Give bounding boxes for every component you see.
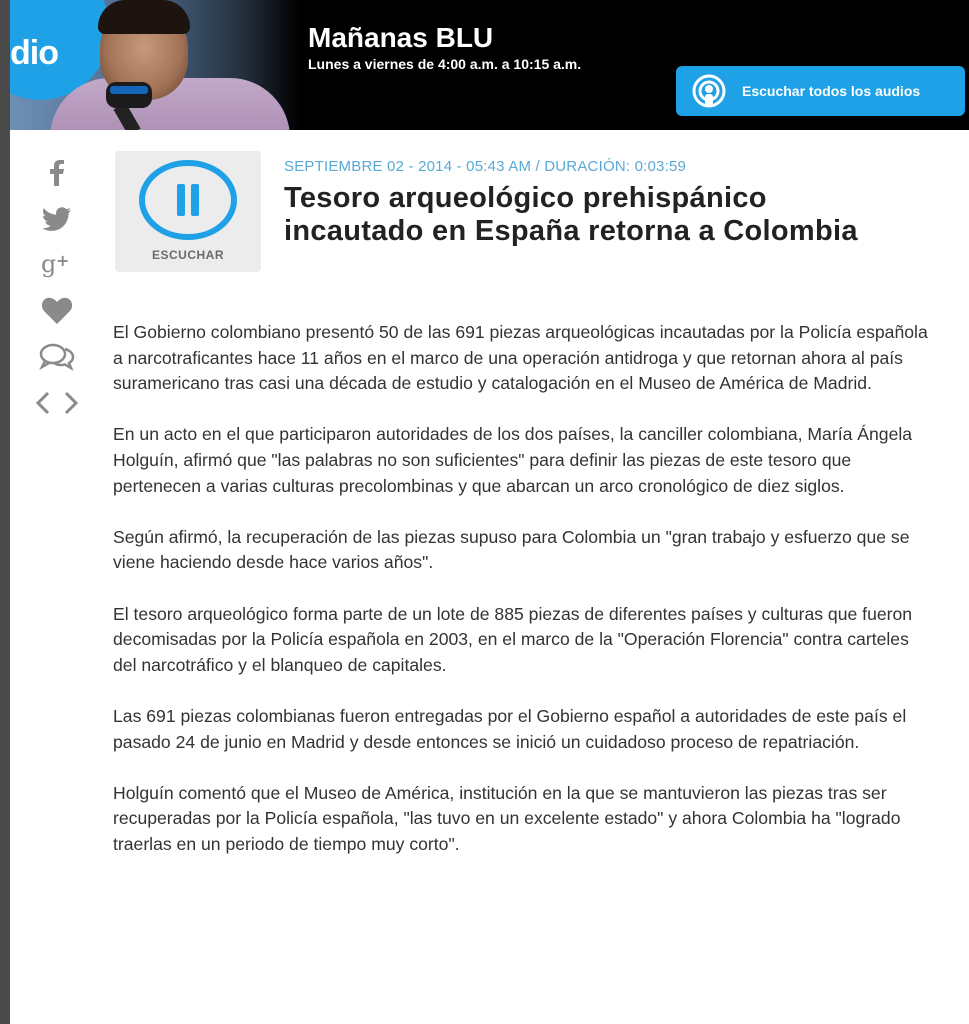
social-share-bar xyxy=(32,150,82,426)
article-body xyxy=(113,320,933,883)
embed-code-icon[interactable] xyxy=(32,380,82,426)
listen-all-audios-button[interactable] xyxy=(676,66,965,116)
svg-text:+: + xyxy=(56,252,70,270)
svg-text:g: g xyxy=(41,252,57,278)
station-logo-text: dio xyxy=(10,34,58,72)
article-paragraph: Según afirmó, la recuperación de las piezas supuso para Colombia un "gran trabajo y esfuerzo que se viene haciendo desde hace varios años". xyxy=(113,526,910,573)
article-paragraph: Holguín comentó que el Museo de América, institución en la que se mantuvieron las piezas tras ser recuperadas por la Policía española, "las tuvo en un excelente estado" y ahora Colombia ha "logrado traerlas en un periodo de tiempo muy corto". xyxy=(113,782,901,854)
show-header xyxy=(10,0,969,130)
show-schedule: Lunes a viernes de 4:00 a.m. a 10:15 a.m. xyxy=(308,56,582,72)
listen-all-label: Escuchar todos los audios xyxy=(742,83,921,99)
article-paragraph: En un acto en el que participaron autoridades de los dos países, la canciller colombiana, María Ángela Holguín, afirmó que "las palabras no son suficientes" para definir las piezas de este tesoro que pertenecen a varias culturas precolombinas y que abarcan un arco cronológico de diez siglos. xyxy=(113,424,913,496)
google-plus-icon[interactable] xyxy=(32,242,82,288)
facebook-icon[interactable] xyxy=(32,150,82,196)
page-frame xyxy=(10,0,969,1024)
article-title: Tesoro arqueológico prehispánico incautado en España retorna a Colombia xyxy=(284,182,858,247)
show-title: Mañanas BLU xyxy=(308,22,494,53)
article-paragraph: El Gobierno colombiano presentó 50 de las 691 piezas arqueológicas incautadas por la Policía española a narcotraficantes hace 11 años en el marco de una operación antidroga y que retornan ahora al país suramericano tras casi una década de estudio y catalogación en el Museo de América de Madrid. xyxy=(113,322,928,394)
article-meta: SEPTIEMBRE 02 - 2014 - 05:43 AM / DURACIÓN: 0:03:59 xyxy=(284,158,687,175)
podcast-icon xyxy=(692,74,726,108)
heart-icon[interactable] xyxy=(32,288,82,334)
play-audio-button[interactable] xyxy=(115,151,261,272)
twitter-icon[interactable] xyxy=(32,196,82,242)
comments-icon[interactable] xyxy=(32,334,82,380)
article-paragraph: El tesoro arqueológico forma parte de un lote de 885 piezas de diferentes países y culturas que fueron decomisadas por la Policía española en 2003, en el marco de la "Operación Florencia" contra carteles del narcotráfico y el blanqueo de capitales. xyxy=(113,603,913,675)
play-label: ESCUCHAR xyxy=(151,248,224,262)
pause-icon xyxy=(139,159,237,241)
host-photo xyxy=(10,0,300,130)
article-paragraph: Las 691 piezas colombianas fueron entregadas por el Gobierno español a autoridades de este país el pasado 24 de junio en Madrid y desde entonces se inició un cuidadoso proceso de repatriación. xyxy=(113,705,907,752)
